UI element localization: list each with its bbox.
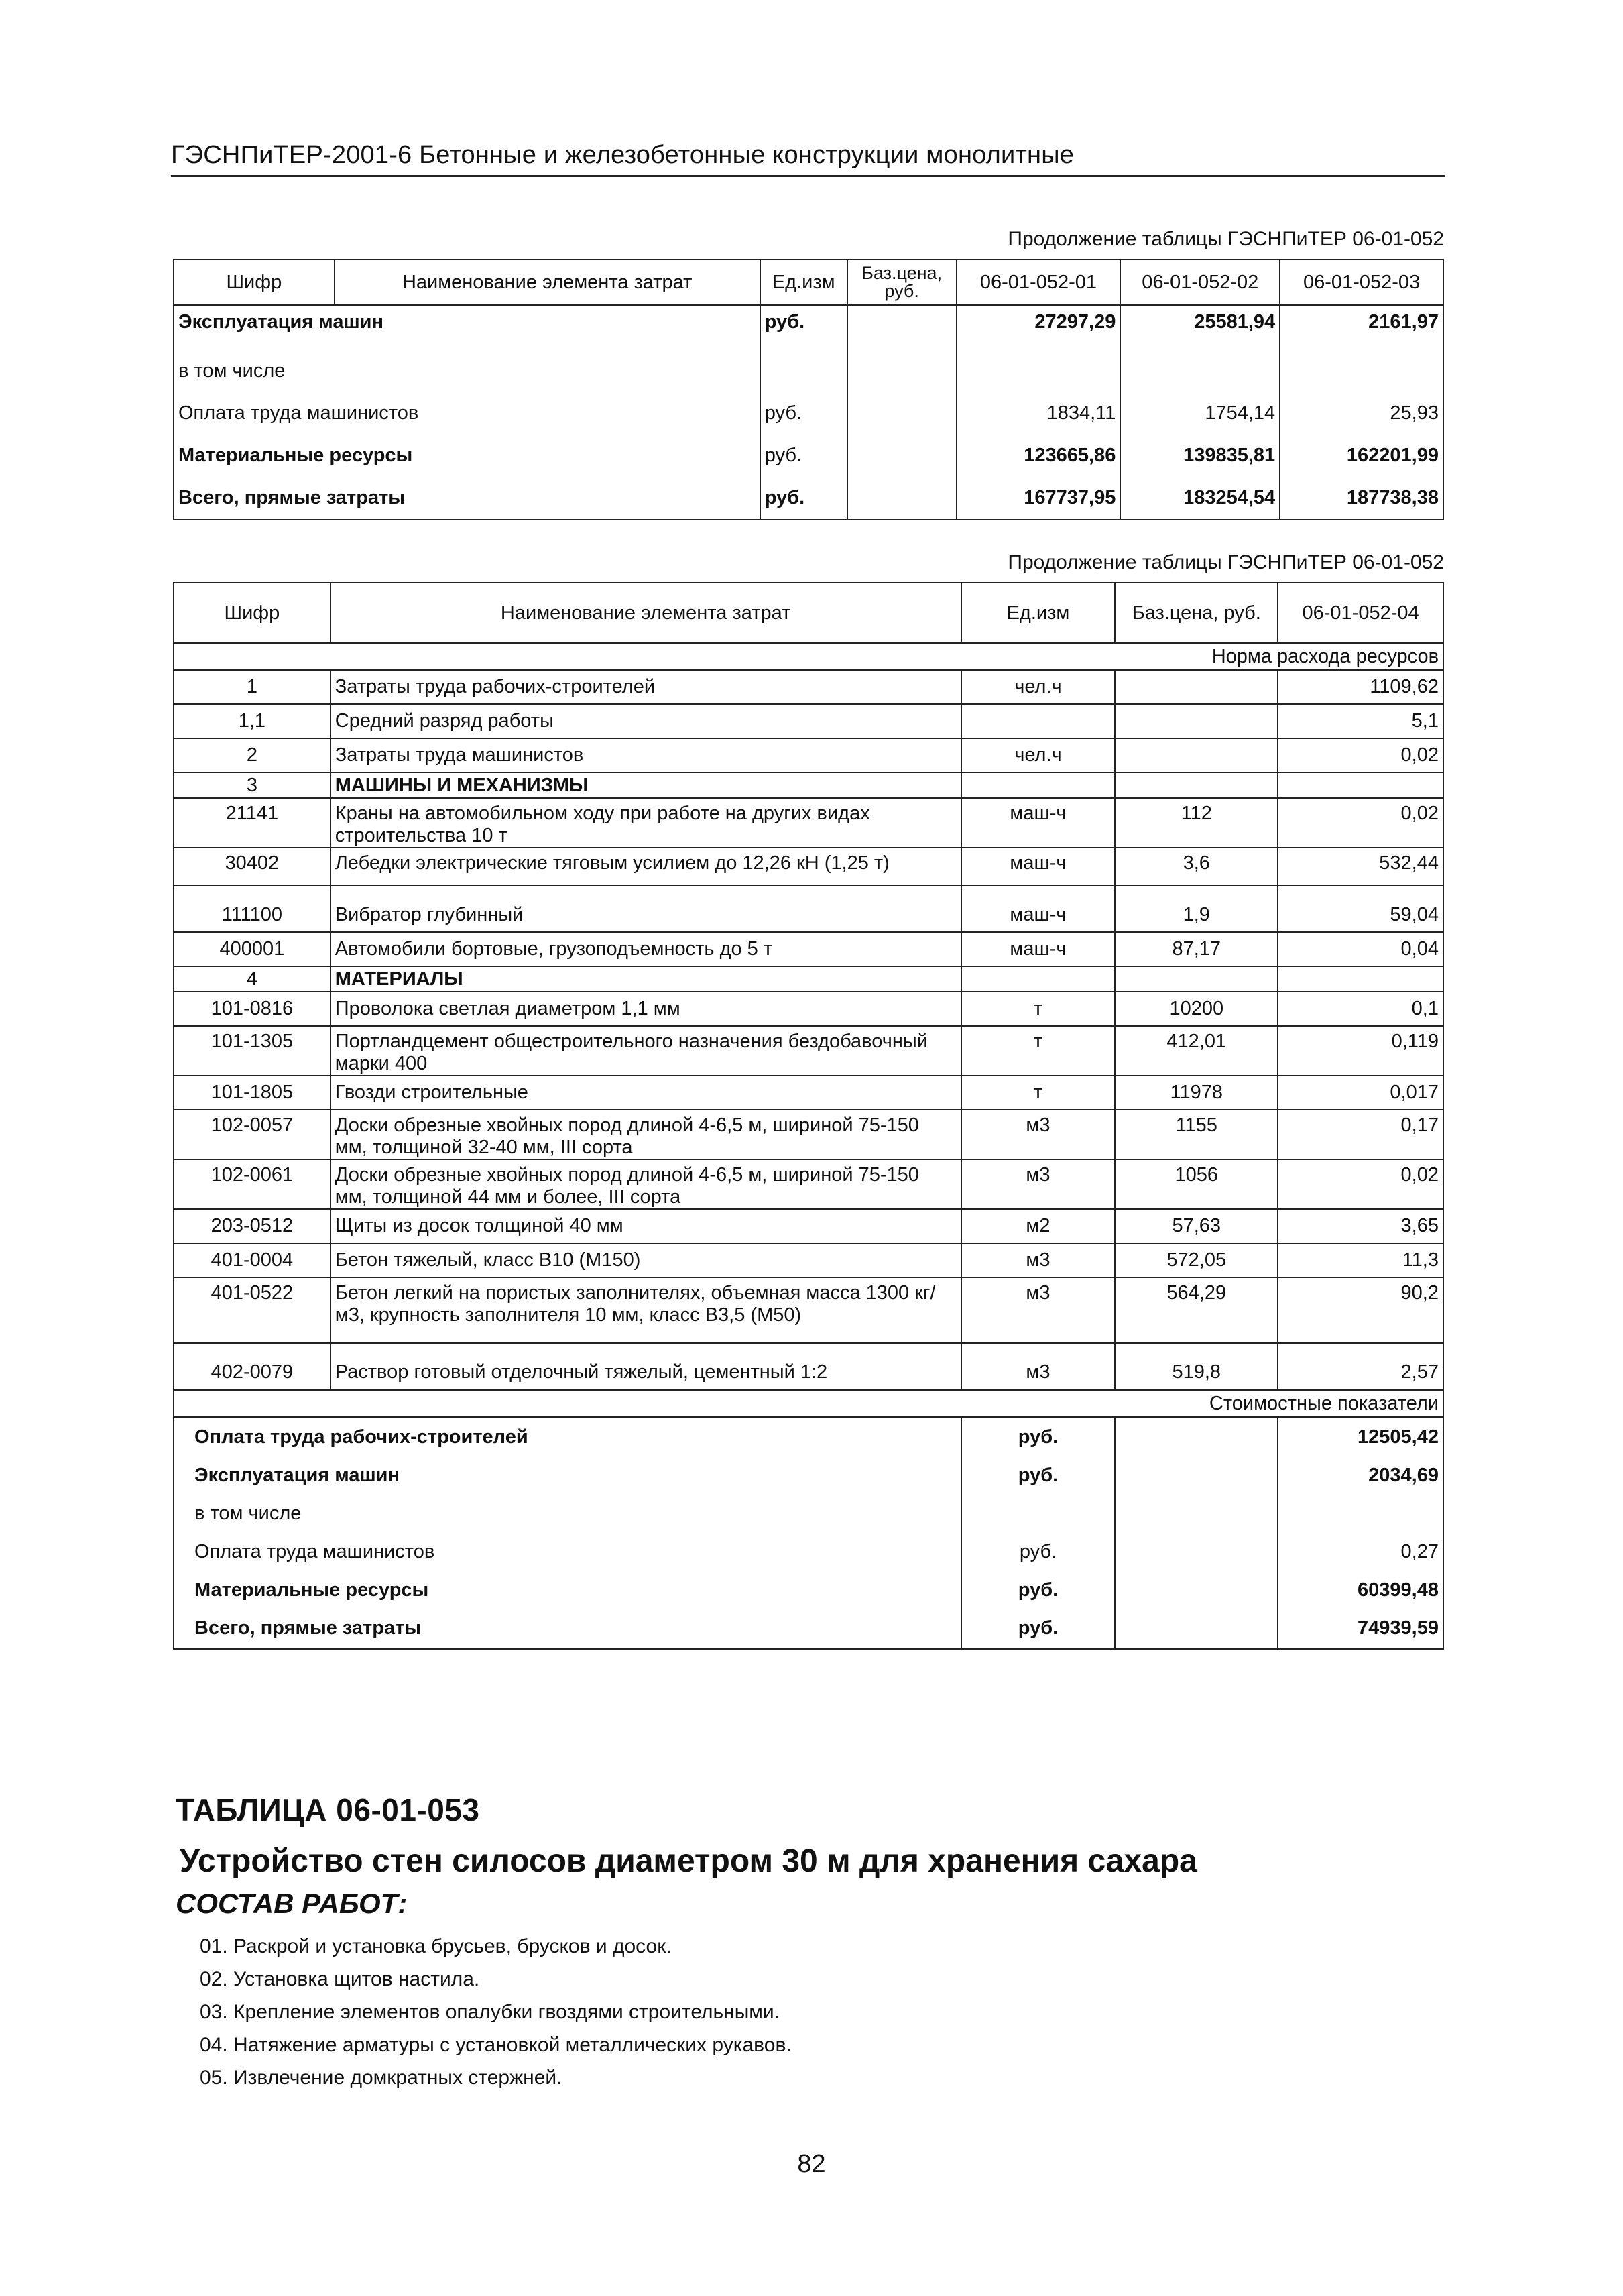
- table1-header-price: Баз.цена, руб.: [847, 260, 957, 305]
- row-name: Материальные ресурсы: [174, 435, 760, 477]
- row-value-2: 25581,94: [1120, 305, 1280, 350]
- table1-header-code: Шифр: [174, 260, 335, 305]
- list-item: 01. Раскрой и установка брусьев, брусков и досок.: [200, 1935, 672, 1957]
- row-price: 87,17: [1115, 932, 1278, 966]
- row-value: 90,2: [1278, 1277, 1443, 1343]
- row-value-3: [1280, 350, 1443, 392]
- row-value: 532,44: [1278, 848, 1443, 886]
- row-value-3: 2161,97: [1280, 305, 1443, 350]
- list-item: 05. Извлечение домкратных стержней.: [200, 2067, 562, 2089]
- row-name: Лебедки электрические тяговым усилием до 12,26 кН (1,25 т): [330, 848, 961, 886]
- table1-header-unit: Ед.изм: [760, 260, 847, 305]
- table2-caption: Продолжение таблицы ГЭСНПиТЕР 06-01-052: [1008, 551, 1444, 573]
- row-name: Затраты труда рабочих-строителей: [330, 670, 961, 704]
- row-price: [1115, 1495, 1278, 1533]
- works-title: СОСТАВ РАБОТ:: [176, 1888, 408, 1919]
- row-code: 21141: [174, 798, 330, 848]
- row-name: Материальные ресурсы: [174, 1571, 961, 1609]
- table-row: [174, 392, 1443, 435]
- row-unit: м3: [961, 1243, 1116, 1277]
- row-name: Эксплуатация машин: [174, 305, 760, 350]
- table-row: [174, 1243, 1443, 1277]
- row-unit: т: [961, 1076, 1116, 1110]
- row-value-3: 162201,99: [1280, 435, 1443, 477]
- row-value-1: 123665,86: [957, 435, 1121, 477]
- row-name: Щиты из досок толщиной 40 мм: [330, 1209, 961, 1243]
- row-code: 102-0057: [174, 1110, 330, 1159]
- row-value: [1278, 966, 1443, 992]
- row-value: 59,04: [1278, 886, 1443, 932]
- row-price: [1115, 670, 1278, 704]
- table-row: [174, 848, 1443, 886]
- row-unit: маш-ч: [961, 848, 1116, 886]
- row-value-2: 183254,54: [1120, 477, 1280, 520]
- row-price: [1115, 1456, 1278, 1495]
- row-code: 402-0079: [174, 1343, 330, 1390]
- row-price: [847, 392, 957, 435]
- row-unit: [760, 350, 847, 392]
- section-subtitle: Устройство стен силосов диаметром 30 м для хранения сахара: [180, 1843, 1197, 1879]
- row-unit: руб.: [961, 1418, 1116, 1457]
- row-value: 0,04: [1278, 932, 1443, 966]
- running-header: ГЭСНПиТЕР-2001-6 Бетонные и железобетонные конструкции монолитные: [171, 137, 1445, 177]
- table-row: [174, 1209, 1443, 1243]
- row-value: 1109,62: [1278, 670, 1443, 704]
- row-code: 1: [174, 670, 330, 704]
- row-name: Раствор готовый отделочный тяжелый, цементный 1:2: [330, 1343, 961, 1390]
- table1-header-col3: 06-01-052-03: [1280, 260, 1443, 305]
- table-row: [174, 966, 1443, 992]
- table1-header-col1: 06-01-052-01: [957, 260, 1121, 305]
- table-row: [174, 1495, 1443, 1533]
- row-unit: руб.: [961, 1609, 1116, 1649]
- row-name: Автомобили бортовые, грузоподъемность до 5 т: [330, 932, 961, 966]
- row-value: [1278, 772, 1443, 798]
- row-price: [1115, 704, 1278, 738]
- row-unit: [961, 1495, 1116, 1533]
- table-row: [174, 704, 1443, 738]
- row-code: 203-0512: [174, 1209, 330, 1243]
- row-unit: м3: [961, 1343, 1116, 1390]
- row-price: [1115, 966, 1278, 992]
- table2-header-code: Шифр: [174, 583, 330, 643]
- row-unit: чел.ч: [961, 670, 1116, 704]
- row-name: Бетон легкий на пористых заполнителях, объемная масса 1300 кг/м3, крупность заполнителя 10 мм, класс В3,5 (М50): [330, 1277, 961, 1343]
- table-row: [174, 798, 1443, 848]
- list-item: 02. Установка щитов настила.: [200, 1968, 480, 1990]
- table-row: [174, 435, 1443, 477]
- row-value-2: 1754,14: [1120, 392, 1280, 435]
- row-price: [847, 477, 957, 520]
- table-row: [174, 738, 1443, 772]
- table-row: [174, 1571, 1443, 1609]
- row-name: Всего, прямые затраты: [174, 477, 760, 520]
- row-value: 5,1: [1278, 704, 1443, 738]
- table2-header-price: Баз.цена, руб.: [1115, 583, 1278, 643]
- row-value: [1278, 1495, 1443, 1533]
- table-row: [174, 1026, 1443, 1076]
- row-name: Вибратор глубинный: [330, 886, 961, 932]
- table-row: [174, 992, 1443, 1026]
- row-value: 0,27: [1278, 1533, 1443, 1571]
- row-value: 12505,42: [1278, 1418, 1443, 1457]
- row-price: 57,63: [1115, 1209, 1278, 1243]
- row-price: [847, 350, 957, 392]
- row-price: [1115, 1418, 1278, 1457]
- table-row: [174, 772, 1443, 798]
- row-name: Оплата труда машинистов: [174, 392, 760, 435]
- table-row: [174, 305, 1443, 350]
- table-row: [174, 1277, 1443, 1343]
- row-unit: руб.: [961, 1533, 1116, 1571]
- row-price: [847, 305, 957, 350]
- row-price: 572,05: [1115, 1243, 1278, 1277]
- norm-header-row: [174, 643, 1443, 670]
- row-price: 1,9: [1115, 886, 1278, 932]
- row-code: 102-0061: [174, 1159, 330, 1209]
- row-price: [847, 435, 957, 477]
- row-unit: [961, 772, 1116, 798]
- table2: [173, 582, 1444, 1650]
- table2-header-row: [174, 583, 1443, 643]
- list-item: 03. Крепление элементов опалубки гвоздями строительными.: [200, 2001, 780, 2023]
- row-value: 0,17: [1278, 1110, 1443, 1159]
- row-unit: м3: [961, 1110, 1116, 1159]
- row-value-2: [1120, 350, 1280, 392]
- table-row: [174, 1456, 1443, 1495]
- row-value: 2034,69: [1278, 1456, 1443, 1495]
- table1: [173, 259, 1444, 520]
- table1-header-row: [174, 260, 1443, 305]
- row-unit: чел.ч: [961, 738, 1116, 772]
- row-value: 0,02: [1278, 1159, 1443, 1209]
- row-unit: м3: [961, 1159, 1116, 1209]
- row-value-1: 1834,11: [957, 392, 1121, 435]
- row-unit: м2: [961, 1209, 1116, 1243]
- row-price: 11978: [1115, 1076, 1278, 1110]
- row-unit: маш-ч: [961, 932, 1116, 966]
- table-row: [174, 1343, 1443, 1390]
- table1-caption: Продолжение таблицы ГЭСНПиТЕР 06-01-052: [1008, 228, 1444, 250]
- row-code: 401-0522: [174, 1277, 330, 1343]
- row-name: Доски обрезные хвойных пород длиной 4-6,5 м, шириной 75-150 мм, толщиной 44 мм и более, III сорта: [330, 1159, 961, 1209]
- row-code: 400001: [174, 932, 330, 966]
- row-unit: [961, 704, 1116, 738]
- row-value-1: [957, 350, 1121, 392]
- row-price: [1115, 1571, 1278, 1609]
- row-value: 0,017: [1278, 1076, 1443, 1110]
- row-value-1: 167737,95: [957, 477, 1121, 520]
- row-code: 2: [174, 738, 330, 772]
- row-name: Средний разряд работы: [330, 704, 961, 738]
- table1-header-name: Наименование элемента затрат: [335, 260, 760, 305]
- cost-label: Стоимостные показатели: [174, 1390, 1443, 1418]
- row-unit: маш-ч: [961, 798, 1116, 848]
- table-row: [174, 1159, 1443, 1209]
- row-name: Бетон тяжелый, класс В10 (М150): [330, 1243, 961, 1277]
- section-table-title: ТАБЛИЦА 06-01-053: [176, 1792, 480, 1827]
- row-unit: руб.: [760, 435, 847, 477]
- table-row: [174, 350, 1443, 392]
- list-item: 04. Натяжение арматуры с установкой металлических рукавов.: [200, 2034, 792, 2056]
- row-unit: т: [961, 992, 1116, 1026]
- norm-label: Норма расхода ресурсов: [174, 643, 1443, 670]
- table-row: [174, 932, 1443, 966]
- row-code: 30402: [174, 848, 330, 886]
- row-name: Оплата труда рабочих-строителей: [174, 1418, 961, 1457]
- table-row: [174, 1076, 1443, 1110]
- row-unit: м3: [961, 1277, 1116, 1343]
- row-code: 101-1305: [174, 1026, 330, 1076]
- table2-header-col: 06-01-052-04: [1278, 583, 1443, 643]
- row-value: 2,57: [1278, 1343, 1443, 1390]
- row-code: 101-0816: [174, 992, 330, 1026]
- row-name: Оплата труда машинистов: [174, 1533, 961, 1571]
- table-row: [174, 886, 1443, 932]
- row-value: 11,3: [1278, 1243, 1443, 1277]
- row-price: 519,8: [1115, 1343, 1278, 1390]
- row-code: 1,1: [174, 704, 330, 738]
- row-unit: т: [961, 1026, 1116, 1076]
- row-unit: руб.: [760, 477, 847, 520]
- row-unit: руб.: [961, 1571, 1116, 1609]
- row-price: 10200: [1115, 992, 1278, 1026]
- table-row: [174, 1110, 1443, 1159]
- row-unit: руб.: [760, 392, 847, 435]
- table-row: [174, 477, 1443, 520]
- row-unit: руб.: [760, 305, 847, 350]
- row-name: Всего, прямые затраты: [174, 1609, 961, 1649]
- row-value-3: 187738,38: [1280, 477, 1443, 520]
- works-list: [200, 1930, 792, 2094]
- row-price: [1115, 1533, 1278, 1571]
- row-value: 0,02: [1278, 738, 1443, 772]
- row-price: 1056: [1115, 1159, 1278, 1209]
- table-row: [174, 1418, 1443, 1457]
- table2-header-unit: Ед.изм: [961, 583, 1116, 643]
- row-value: 74939,59: [1278, 1609, 1443, 1649]
- row-price: 3,6: [1115, 848, 1278, 886]
- row-price: [1115, 1609, 1278, 1649]
- row-name: в том числе: [174, 350, 760, 392]
- table-row: [174, 1609, 1443, 1649]
- row-price: 112: [1115, 798, 1278, 848]
- row-unit: маш-ч: [961, 886, 1116, 932]
- row-name: Эксплуатация машин: [174, 1456, 961, 1495]
- page-number: 82: [797, 2150, 826, 2178]
- row-price: 1155: [1115, 1110, 1278, 1159]
- row-value-1: 27297,29: [957, 305, 1121, 350]
- row-name: МАТЕРИАЛЫ: [330, 966, 961, 992]
- row-name: Краны на автомобильном ходу при работе на других видах строительства 10 т: [330, 798, 961, 848]
- row-name: МАШИНЫ И МЕХАНИЗМЫ: [330, 772, 961, 798]
- table2-header-name: Наименование элемента затрат: [330, 583, 961, 643]
- row-name: Затраты труда машинистов: [330, 738, 961, 772]
- row-name: Доски обрезные хвойных пород длиной 4-6,5 м, шириной 75-150 мм, толщиной 32-40 мм, III сорта: [330, 1110, 961, 1159]
- row-name: Проволока светлая диаметром 1,1 мм: [330, 992, 961, 1026]
- row-value: 0,119: [1278, 1026, 1443, 1076]
- table-row: [174, 670, 1443, 704]
- row-value: 3,65: [1278, 1209, 1443, 1243]
- row-value-2: 139835,81: [1120, 435, 1280, 477]
- row-unit: руб.: [961, 1456, 1116, 1495]
- row-code: 101-1805: [174, 1076, 330, 1110]
- row-value: 0,02: [1278, 798, 1443, 848]
- row-price: 564,29: [1115, 1277, 1278, 1343]
- row-price: [1115, 738, 1278, 772]
- row-code: 111100: [174, 886, 330, 932]
- row-price: [1115, 772, 1278, 798]
- table1-header-col2: 06-01-052-02: [1120, 260, 1280, 305]
- row-code: 3: [174, 772, 330, 798]
- cost-header-row: [174, 1390, 1443, 1418]
- row-name: Портландцемент общестроительного назначения бездобавочный марки 400: [330, 1026, 961, 1076]
- row-unit: [961, 966, 1116, 992]
- row-value: 0,1: [1278, 992, 1443, 1026]
- row-name: в том числе: [174, 1495, 961, 1533]
- row-value-3: 25,93: [1280, 392, 1443, 435]
- row-code: 4: [174, 966, 330, 992]
- table-row: [174, 1533, 1443, 1571]
- row-code: 401-0004: [174, 1243, 330, 1277]
- row-name: Гвозди строительные: [330, 1076, 961, 1110]
- row-price: 412,01: [1115, 1026, 1278, 1076]
- row-value: 60399,48: [1278, 1571, 1443, 1609]
